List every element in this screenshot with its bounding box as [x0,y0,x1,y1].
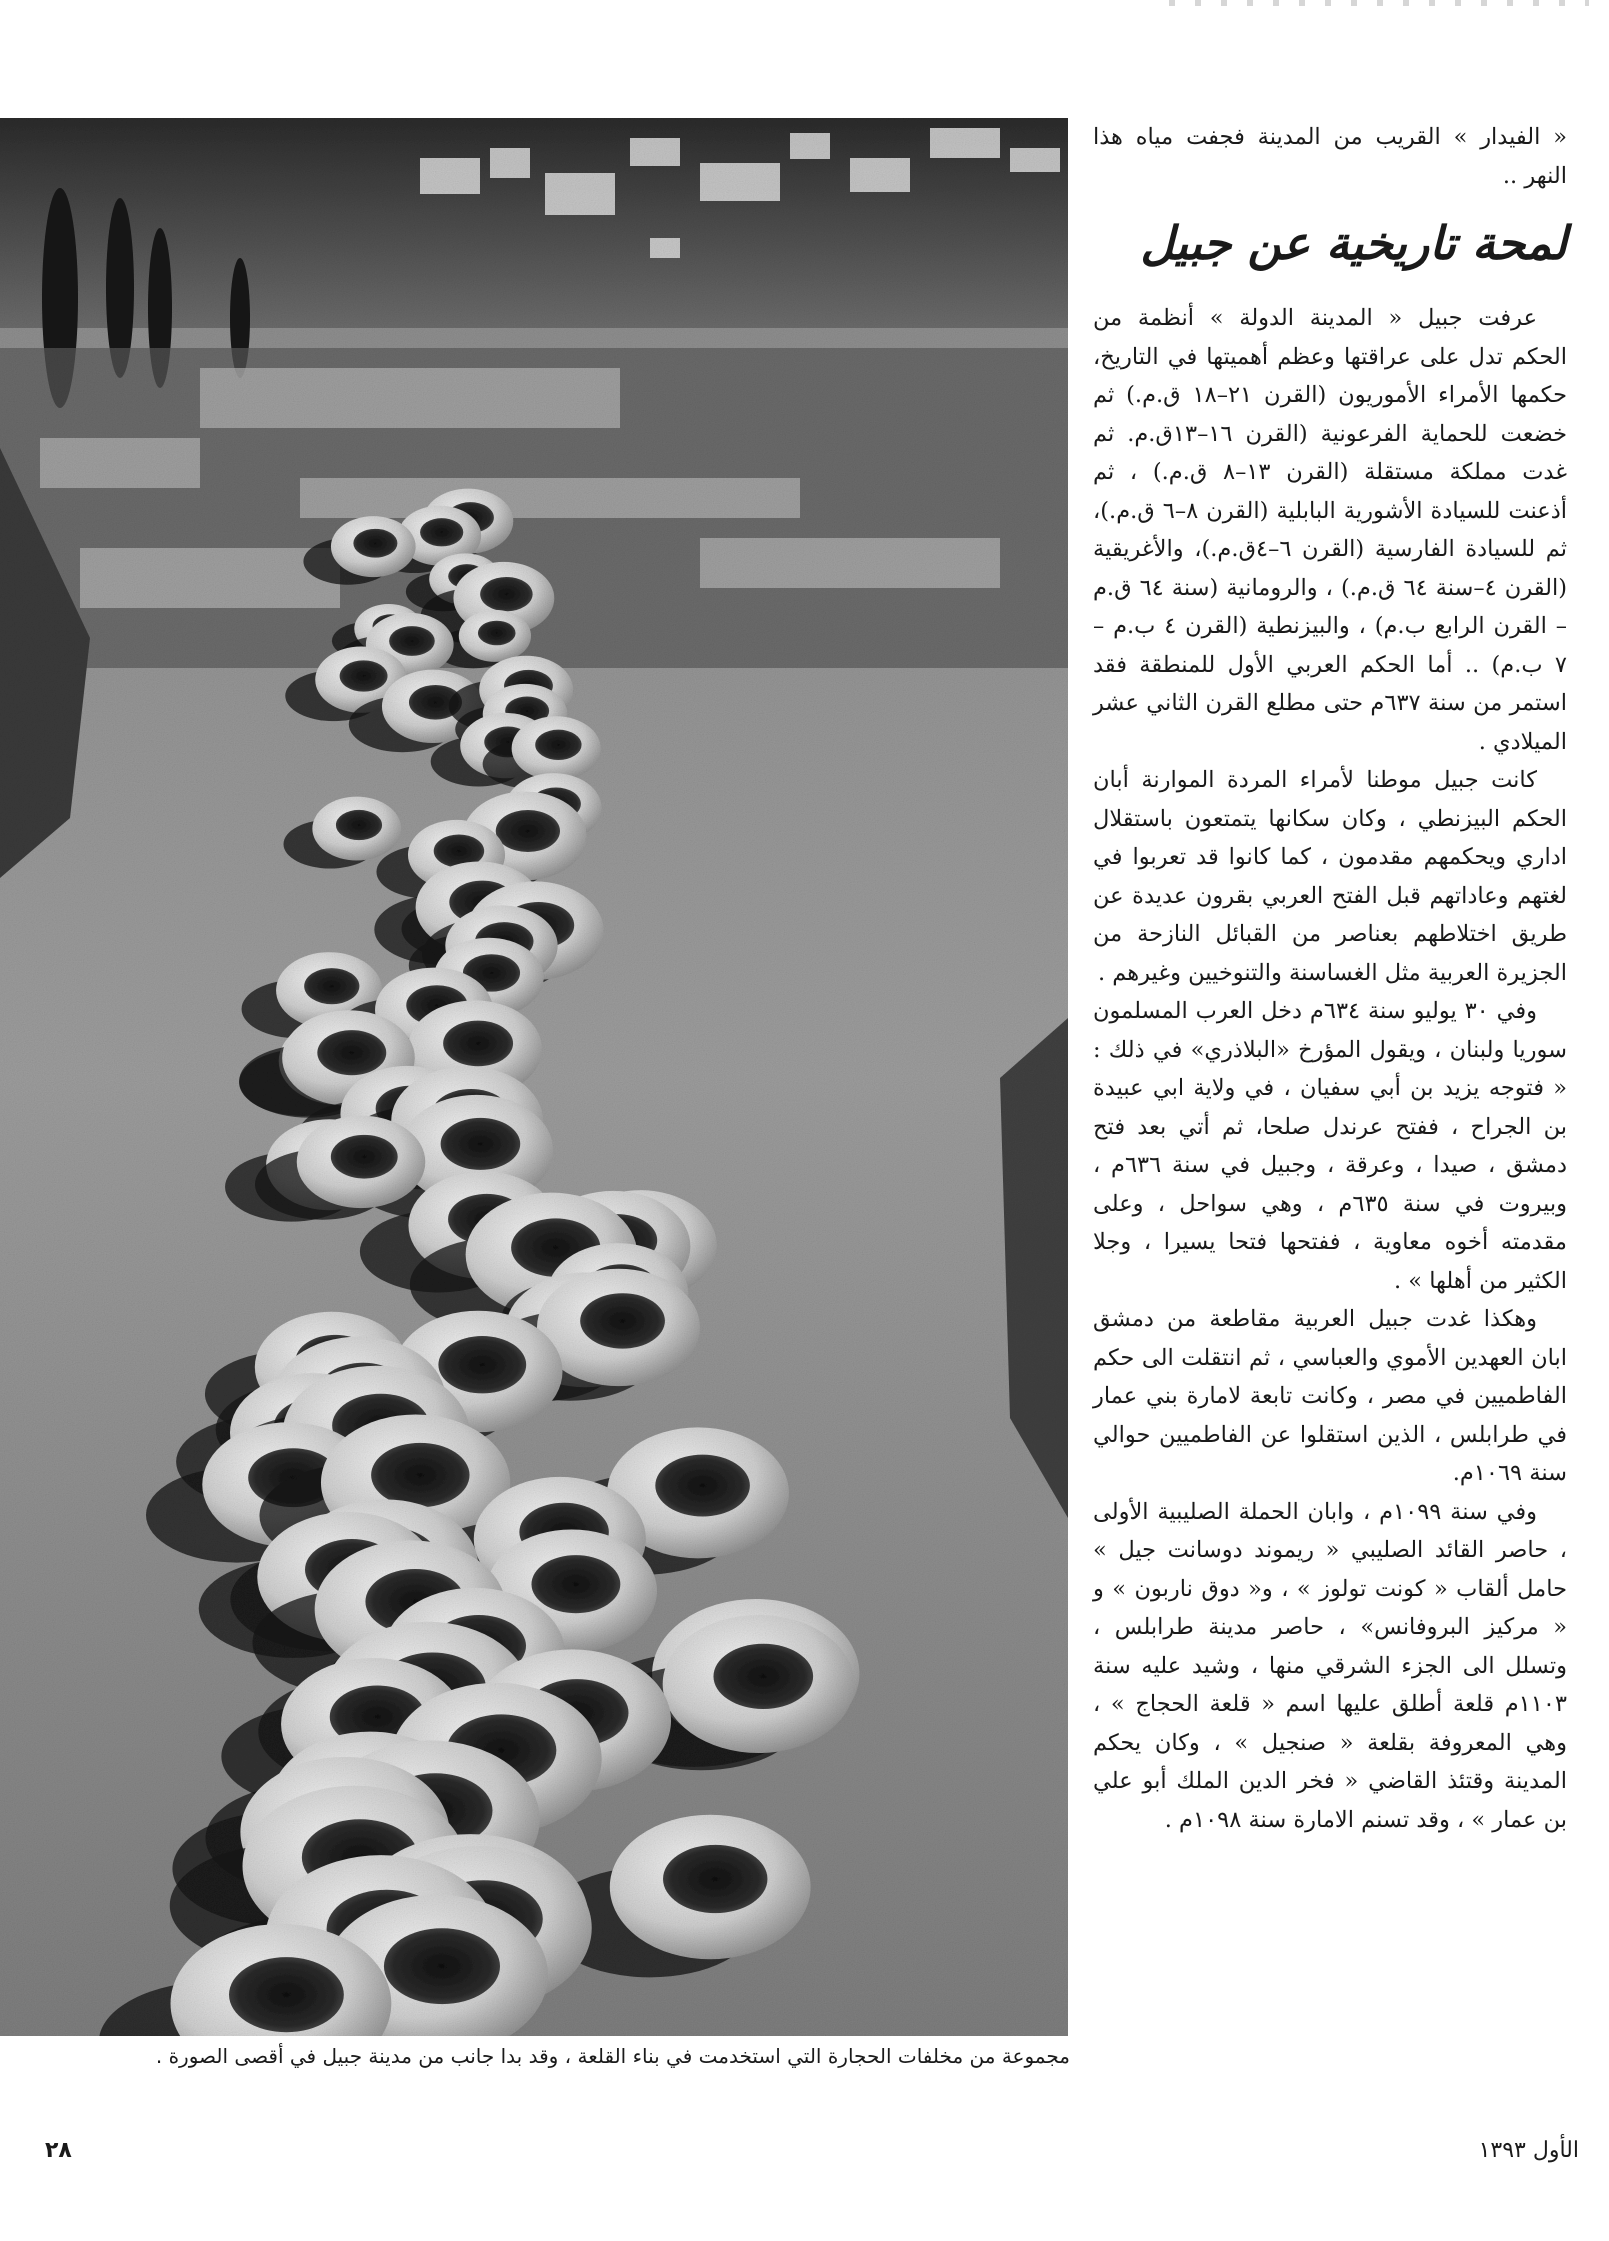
section-heading [1093,195,1567,291]
page-number: ٢٨ [45,2138,72,2163]
paragraph-arab-conquest: وفي ٣٠ يوليو سنة ٦٣٤م دخل العرب المسلمون سوريا ولبنان ، ويقول المؤرخ «البلاذري» في ذلك : « فتوجه يزيد بن أبي سفيان ، في ولاية ابي عبيدة بن الجراح ، ففتح عرندل صلحا، ثم أتي بعد فتح دمشق ، صيدا ، وعرقة ، وجبيل في سنة ٦٣٦م ، وبيروت في سنة ٦٣٥م ، وهي سواحل ، وعلى مقدمته أخوه معاوية ، ففتحها فتحا يسيرا ، وجلا الكثير من أهلها » . [1093,998,1567,1294]
paragraph-umayyad-abbasid: وهكذا غدت جبيل العربية مقاطعة من دمشق ابان العهدين الأموي والعباسي ، ثم انتقلت الى حكم الفاطميين في مصر ، وكانت تابعة لامارة بني عمار في طرابلس ، الذين استقلوا عن الفاطميين حوالي سنة ١٠٦٩م. [1093,1306,1567,1486]
footer-issue: الأول ١٣٩٣ [1478,2138,1579,2163]
photo-caption: مجموعة من مخلفات الحجارة التي استخدمت في بناء القلعة ، وقد بدا جانب من مدينة جبيل في أقصى الصورة . [155,2044,1070,2068]
intro-tail-paragraph: « الفيدار » القريب من المدينة فجفت مياه هذا النهر .. [1093,124,1567,189]
section-heading-text: لمحة تاريخية عن جبيل [1140,216,1567,270]
print-specks [1169,0,1589,6]
photo-image [0,118,1068,2036]
paragraph-mardaites: كانت جبيل موطنا لأمراء المردة الموارنة أبان الحكم البيزنطي ، وكان سكانها يتمتعون باستقلال اداري ويحكمهم مقدمون ، كما كانوا قد تعربوا في لغتهم وعاداتهم قبل الفتح العربي بقرون عديدة عن طريق اختلاطهم بعناصر من القبائل النازحة من الجزيرة العربية مثل الغساسنة والتنوخيين وغيرهم . [1093,767,1567,986]
paragraph-history: عرفت جبيل « المدينة الدولة » أنظمة من الحكم تدل على عراقتها وعظم أهميتها في التاريخ، حكمها الأمراء الأموريون (القرن ٢١–١٨ ق.م.) ثم خضعت للحماية الفرعونية (القرن ١٦–١٣ق.م. ثم غدت مملكة مستقلة (القرن ١٣–٨ ق.م.) ، ثم أذعنت للسيادة الأشورية البابلية (القرن ٨–٦ ق.م.)، ثم للسيادة الفارسية (القرن ٦–٤ق.م.)، والأغريقية (القرن ٤–سنة ٦٤ ق.م.) ، والرومانية (سنة ٦٤ ق.م – القرن الرابع ب.م) ، والبيزنطية (القرن ٤ ب.م – ٧ ب.م) .. أما الحكم العربي الأول للمنطقة فقد استمر من سنة ٦٣٧م حتى مطلع القرن الثاني عشر الميلادي . [1093,305,1567,755]
article-column [1093,118,1567,1839]
paragraph-crusades: وفي سنة ١٠٩٩م ، وابان الحملة الصليبية الأولى ، حاصر القائد الصليبي « ريموند دوسانت جيل » حامل ألقاب « كونت تولوز » ، و« دوق ناربون » و « مركيز البروفانس» ، حاصر مدينة طرابلس ، وتسلل الى الجزء الشرقي منها ، وشيد عليه سنة ١١٠٣م قلعة أطلق عليها اسم « قلعة الحجاج » ، وهي المعروفة بقلعة « صنجيل » ، وكان يحكم المدينة وقتئذ القاضي « فخر الدين الملك أبو علي بن عمار » ، وقد تسنم الامارة سنة ١٠٩٨م . [1093,1498,1567,1833]
article-photo [0,118,1068,2036]
